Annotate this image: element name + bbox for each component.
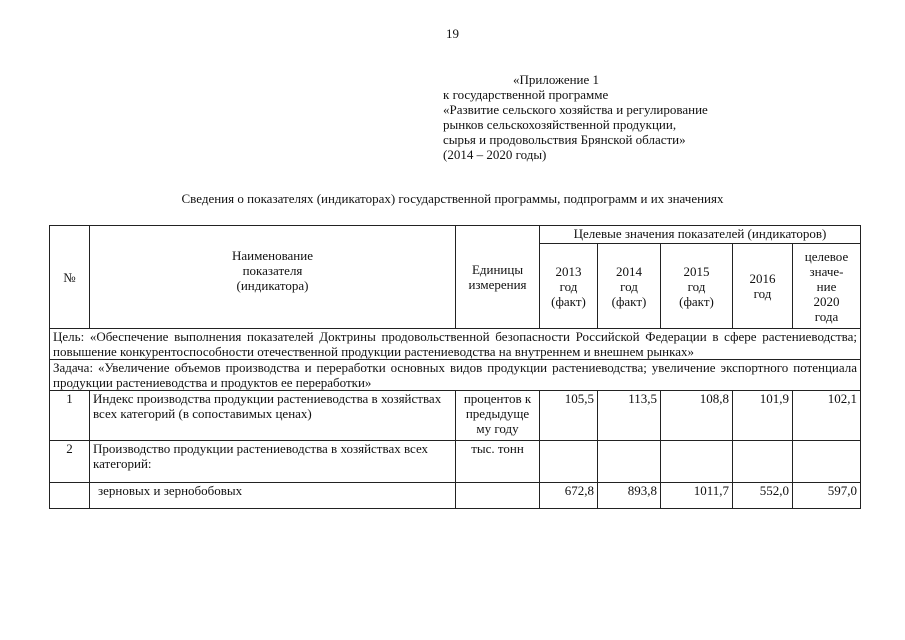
header-year-line: 2015 <box>683 263 710 279</box>
header-target-group: Целевые значения показателей (индикаторов) <box>540 226 861 244</box>
header-name-line: (индикатора) <box>236 278 309 293</box>
header-year-line: 2013 <box>555 263 582 279</box>
header-year-line: год <box>753 286 772 301</box>
header-year-2013 <box>540 244 598 329</box>
header-year-line: (факт) <box>679 293 714 309</box>
header-year-2015 <box>661 244 733 329</box>
header-year-line: целевое <box>804 248 849 264</box>
row-value-2013: 105,5 <box>540 391 598 441</box>
header-name <box>90 226 456 329</box>
task-row <box>50 360 861 391</box>
row-name: Индекс производства продукции растениеводства в хозяйствах всех категорий (в сопоставимых ценах) <box>90 391 456 441</box>
header-name-line: показателя <box>242 263 303 278</box>
document-title: Сведения о показателях (индикаторах) государственной программы, подпрограмм и их значениях <box>181 191 724 206</box>
row-value-2015: 1011,7 <box>661 483 733 509</box>
header-unit <box>456 226 540 329</box>
row-unit-line: процентов к <box>463 391 532 406</box>
page-number: 19 <box>446 26 459 41</box>
header-year-line: год <box>687 278 706 294</box>
row-value-2020 <box>793 441 861 483</box>
appendix-line: (2014 – 2020 годы) <box>443 147 547 162</box>
row-value-2014: 893,8 <box>598 483 661 509</box>
goal-row <box>50 329 861 360</box>
row-value-2016 <box>733 441 793 483</box>
row-value-2015: 108,8 <box>661 391 733 441</box>
header-year-line: (факт) <box>611 293 647 309</box>
header-unit-line: измерения <box>468 277 527 292</box>
table-row <box>50 391 861 441</box>
header-name-line: Наименование <box>232 248 313 263</box>
header-year-2014 <box>598 244 661 329</box>
row-value-2016: 101,9 <box>733 391 793 441</box>
header-year-line: 2020 <box>813 293 840 309</box>
header-row <box>50 226 861 244</box>
row-unit: тыс. тонн <box>456 441 540 483</box>
row-num: 1 <box>50 391 90 441</box>
appendix-line: сырья и продовольствия Брянской области» <box>443 132 686 147</box>
row-value-2020: 597,0 <box>793 483 861 509</box>
goal-text: Цель: «Обеспечение выполнения показателей Доктрины продовольственной безопасности Российской Федерации в сфере растениеводства; повышение конкурентоспособности отечественной продукции растениеводства на внутреннем и внешнем рынках» <box>50 329 861 360</box>
row-num <box>50 483 90 509</box>
row-value-2014: 113,5 <box>598 391 661 441</box>
indicators-table <box>49 225 861 509</box>
header-year-line: ние <box>816 278 837 294</box>
header-year-line: год <box>620 278 638 294</box>
header-year-line: значе- <box>809 263 844 279</box>
header-num: № <box>50 226 90 329</box>
row-value-2013 <box>540 441 598 483</box>
row-value-2013: 672,8 <box>540 483 598 509</box>
row-value-2020: 102,1 <box>793 391 861 441</box>
row-unit <box>456 483 540 509</box>
row-value-2015 <box>661 441 733 483</box>
task-text: Задача: «Увеличение объемов производства и переработки основных видов продукции растениеводства; увеличение экспортного потенциала продукции растениеводства и продуктов ее переработки» <box>50 360 861 391</box>
row-value-2014 <box>598 441 661 483</box>
header-year-2016 <box>733 244 793 329</box>
row-unit <box>456 391 540 441</box>
row-value-2016: 552,0 <box>733 483 793 509</box>
header-year-line: года <box>814 308 839 324</box>
header-year-line: 2014 <box>616 263 642 279</box>
row-unit-line: му году <box>476 421 519 436</box>
table-row <box>50 483 861 509</box>
header-year-2020-target <box>793 244 861 329</box>
header-unit-line: Единицы <box>471 262 524 277</box>
table-row <box>50 441 861 483</box>
row-unit-line: предыдуще <box>465 406 530 421</box>
header-year-line: 2016 <box>749 271 776 286</box>
row-name: Производство продукции растениеводства в хозяйствах всех категорий: <box>90 441 456 483</box>
appendix-block <box>443 72 708 162</box>
appendix-line: «Развитие сельского хозяйства и регулирование <box>443 102 708 117</box>
header-year-line: год <box>559 278 578 294</box>
appendix-line: к государственной программе <box>443 87 609 102</box>
header-year-line: (факт) <box>551 293 586 309</box>
row-name: зерновых и зернобобовых <box>90 483 456 509</box>
appendix-line: «Приложение 1 <box>513 72 600 87</box>
appendix-line: рынков сельскохозяйственной продукции, <box>443 117 677 132</box>
row-num: 2 <box>50 441 90 483</box>
